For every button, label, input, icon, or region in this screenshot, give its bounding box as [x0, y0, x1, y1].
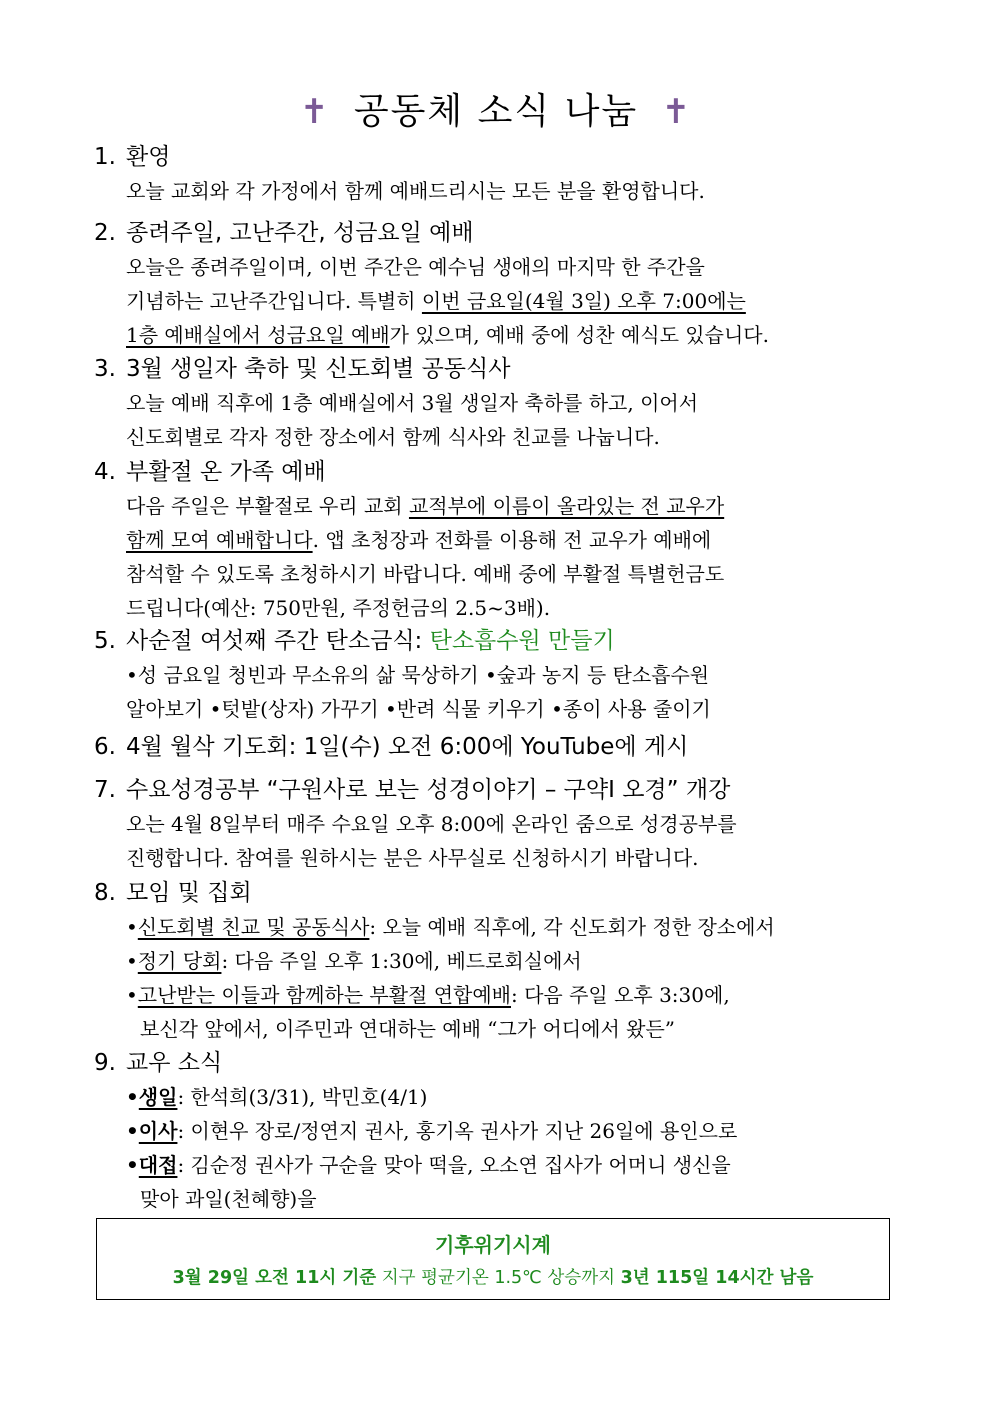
item-text: : 김순정 권사가 구순을 맞아 떡을, 오소연 집사가 어머니 생신을 — [177, 1153, 731, 1177]
body-line: 드립니다(예산: 750만원, 주정헌금의 2.5~3배). — [126, 596, 551, 620]
section-easter — [94, 455, 904, 625]
section-heading — [94, 140, 904, 174]
item-label: 이사 — [138, 1119, 178, 1143]
item-text: : 다음 주일 오후 3:30에, — [511, 983, 730, 1007]
section-body — [126, 174, 904, 208]
heading-text: 수요성경공부 “구원사로 보는 성경이야기 – 구약Ⅰ 오경” 개강 — [126, 777, 731, 803]
section-body — [126, 386, 904, 454]
list-item — [126, 910, 904, 944]
climate-clock-title: 기후위기시계 — [435, 1233, 551, 1257]
body-line — [126, 489, 904, 523]
climate-time: 3월 29일 오전 11시 기준 — [172, 1268, 377, 1288]
item-label: 대접 — [138, 1153, 178, 1177]
section-number: 5. — [94, 628, 116, 654]
list-item — [126, 1148, 904, 1182]
heading-text: 교우 소식 — [126, 1050, 223, 1076]
item-label: 신도회별 친교 및 공동식사 — [137, 915, 370, 939]
underlined-text: 교적부에 이름이 올라있는 전 교우가 — [408, 494, 725, 518]
section-body — [126, 1080, 904, 1216]
section-heading — [94, 352, 904, 386]
list-item-continuation: 보신각 앞에서, 이주민과 연대하는 예배 “그가 어디에서 왔든” — [140, 1017, 675, 1041]
list-item — [126, 944, 904, 978]
heading-text: 종려주일, 고난주간, 성금요일 예배 — [126, 220, 474, 246]
body-line: 알아보기 •텃밭(상자) 가꾸기 •반려 식물 키우기 •종이 사용 줄이기 — [126, 697, 711, 721]
section-heading — [94, 730, 904, 764]
section-number: 2. — [94, 220, 116, 246]
body-line — [126, 523, 904, 557]
heading-highlight: 탄소흡수원 만들기 — [429, 628, 615, 654]
climate-clock-line — [97, 1263, 889, 1293]
underlined-text: 함께 모여 예배합니다 — [126, 528, 313, 552]
body-line: 오늘 예배 직후에 1층 예배실에서 3월 생일자 축하를 하고, 이어서 — [126, 391, 699, 415]
section-birthday — [94, 352, 904, 454]
bullet: • — [126, 949, 138, 973]
section-palm-sunday — [94, 216, 904, 352]
section-body — [126, 910, 904, 1046]
section-number: 1. — [94, 144, 116, 170]
list-item — [126, 1114, 904, 1148]
item-text: : 한석희(3/31), 박민호(4/1) — [177, 1085, 428, 1109]
section-member-news — [94, 1046, 904, 1216]
body-line: 오는 4월 8일부터 매주 수요일 오후 8:00에 온라인 줌으로 성경공부를 — [126, 812, 737, 836]
body-line: •성 금요일 청빈과 무소유의 삶 묵상하기 •숲과 농지 등 탄소흡수원 — [126, 663, 710, 687]
section-carbon-fast — [94, 624, 904, 726]
climate-text: 지구 평균기온 1.5℃ 상승까지 — [376, 1268, 621, 1288]
section-number: 3. — [94, 356, 116, 382]
section-heading — [94, 1046, 904, 1080]
bullet: • — [126, 1119, 139, 1143]
page-title-text: 공동체 소식 나눔 — [353, 91, 639, 132]
body-line — [126, 284, 904, 318]
section-body — [126, 658, 904, 726]
body-line — [126, 318, 904, 352]
text-run: 다음 주일은 부활절로 우리 교회 — [126, 494, 409, 518]
section-body — [126, 489, 904, 625]
bullet: • — [126, 983, 138, 1007]
section-number: 9. — [94, 1050, 116, 1076]
section-prayer-meeting — [94, 730, 904, 764]
section-heading — [94, 624, 904, 658]
section-heading — [94, 455, 904, 489]
cross-icon: ✝ — [299, 92, 331, 132]
section-heading — [94, 876, 904, 910]
section-bible-study — [94, 773, 904, 875]
climate-remaining: 3년 115일 14시간 남음 — [620, 1268, 814, 1288]
section-number: 4. — [94, 459, 116, 485]
text-run: . 앱 초청장과 전화를 이용해 전 교우가 예배에 — [312, 528, 712, 552]
text-run: 기념하는 고난주간입니다. 특별히 — [126, 289, 422, 313]
text-run: 가 있으며, 예배 중에 성찬 예식도 있습니다. — [389, 323, 769, 347]
section-meetings — [94, 876, 904, 1046]
bullet: • — [126, 1085, 139, 1109]
list-item-continuation: 맞아 과일(천혜향)을 — [140, 1187, 317, 1211]
item-text: : 오늘 예배 직후에, 각 신도회가 정한 장소에서 — [369, 915, 775, 939]
item-text: : 이현우 장로/정연지 권사, 홍기옥 권사가 지난 26일에 용인으로 — [177, 1119, 738, 1143]
heading-text: 환영 — [126, 144, 171, 170]
section-body — [126, 250, 904, 352]
heading-text: 3월 생일자 축하 및 신도회별 공동식사 — [126, 356, 511, 382]
section-number: 7. — [94, 777, 116, 803]
section-number: 8. — [94, 880, 116, 906]
cross-icon: ✝ — [661, 92, 693, 132]
body-line: 오늘 교회와 각 가정에서 함께 예배드리시는 모든 분을 환영합니다. — [126, 179, 705, 203]
section-heading — [94, 773, 904, 807]
item-label: 생일 — [138, 1085, 178, 1109]
body-line: 진행합니다. 참여를 원하시는 분은 사무실로 신청하시기 바랍니다. — [126, 846, 699, 870]
item-label: 정기 당회 — [137, 949, 222, 973]
section-body — [126, 807, 904, 875]
underlined-text: 1층 예배실에서 성금요일 예배 — [126, 323, 390, 347]
heading-text: 부활절 온 가족 예배 — [126, 459, 326, 485]
heading-text: 4월 월삭 기도회: 1일(수) 오전 6:00에 YouTube에 게시 — [126, 734, 689, 760]
page-title — [0, 88, 992, 136]
climate-clock-box — [96, 1218, 890, 1300]
heading-text: 사순절 여섯째 주간 탄소금식: — [126, 628, 430, 654]
heading-text: 모임 및 집회 — [126, 880, 252, 906]
list-item — [126, 978, 904, 1012]
section-heading — [94, 216, 904, 250]
bullet: • — [126, 1153, 139, 1177]
body-line: 참석할 수 있도록 초청하시기 바랍니다. 예배 중에 부활절 특별헌금도 — [126, 562, 725, 586]
section-welcome — [94, 140, 904, 208]
item-label: 고난받는 이들과 함께하는 부활절 연합예배 — [137, 983, 511, 1007]
body-line: 신도회별로 각자 정한 장소에서 함께 식사와 친교를 나눕니다. — [126, 425, 660, 449]
item-text: : 다음 주일 오후 1:30에, 베드로회실에서 — [221, 949, 582, 973]
body-line: 오늘은 종려주일이며, 이번 주간은 예수님 생애의 마지막 한 주간을 — [126, 255, 705, 279]
section-number: 6. — [94, 734, 116, 760]
bullet: • — [126, 915, 138, 939]
list-item — [126, 1080, 904, 1114]
underlined-text: 이번 금요일(4월 3일) 오후 7:00에는 — [421, 289, 746, 313]
